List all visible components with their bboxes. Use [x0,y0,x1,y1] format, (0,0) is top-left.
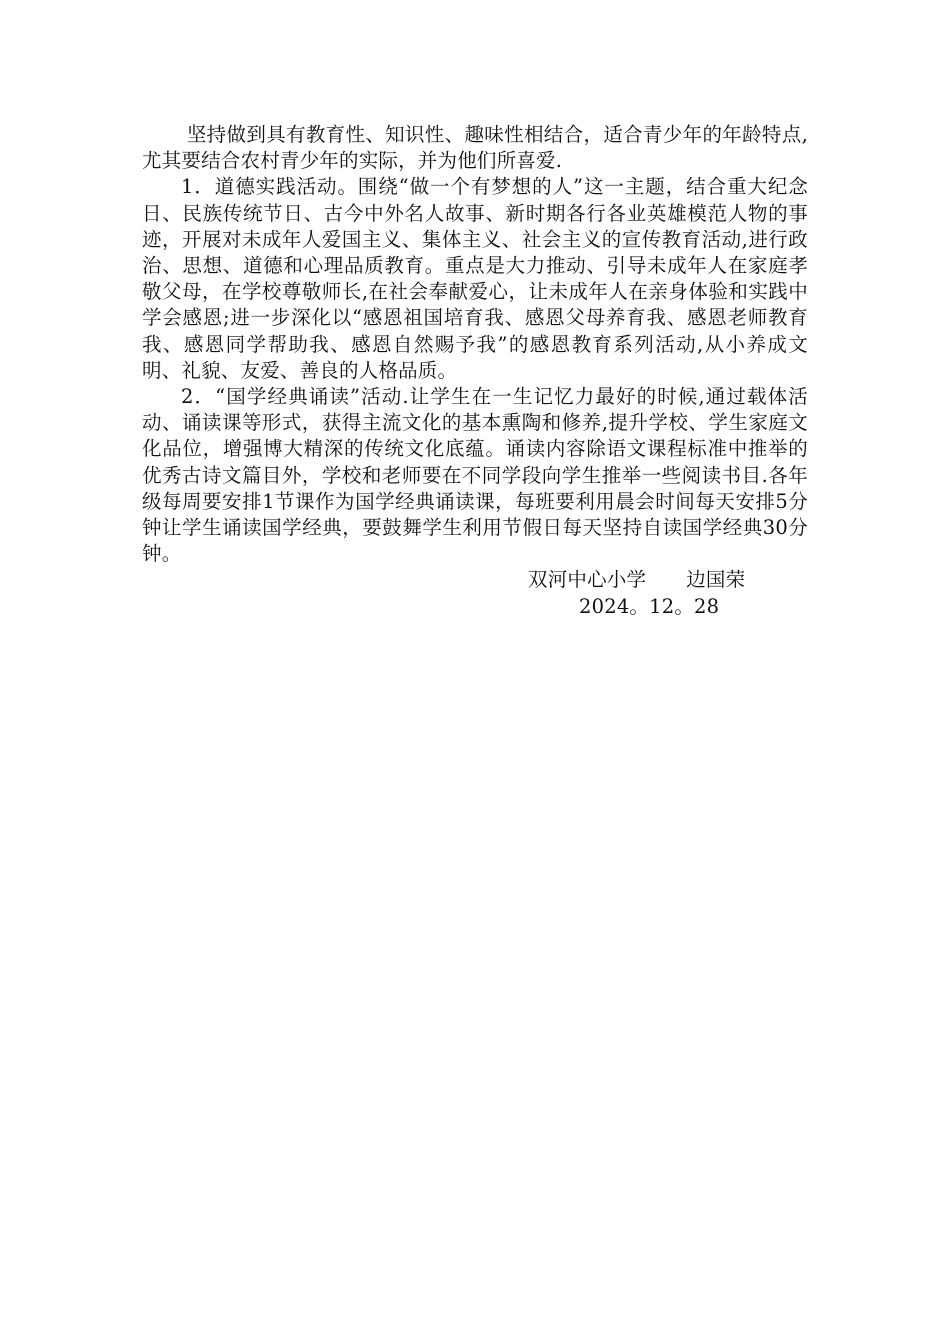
signature-line [142,567,808,593]
signature-author: 边国荣 [686,568,746,592]
paragraph-moral-practice: 1．道德实践活动。围绕“做一个有梦想的人”这一主题，结合重大纪念日、民族传统节日、古今中外名人故事、新时期各行各业英雄模范人物的事迹，开展对未成年人爱国主义、集体主义、社会主义的宣传教育活动,进行政治、思想、道德和心理品质教育。重点是大力推动、引导未成年人在家庭孝敬父母，在学校尊敬师长,在社会奉献爱心，让未成年人在亲身体验和实践中学会感恩;进一步深化以“感恩祖国培育我、感恩父母养育我、感恩老师教育我、感恩同学帮助我、感恩自然赐予我”的感恩教育系列活动,从小养成文明、礼貌、友爱、善良的人格品质。 [142,175,808,382]
paragraph-intro: 坚持做到具有教育性、知识性、趣味性相结合，适合青少年的年龄特点,尤其要结合农村青少年的实际，并为他们所喜爱. [142,123,808,173]
document-body [142,122,808,620]
paragraph-classics-reading: 2．“国学经典诵读”活动.让学生在一生记忆力最好的时候,通过载体活动、诵读课等形式，获得主流文化的基本熏陶和修养,提升学校、学生家庭文化品位，增强博大精深的传统文化底蕴。诵读内容除语文课程标准中推举的优秀古诗文篇目外，学校和老师要在不同学段向学生推举一些阅读书目.各年级每周要安排1节课作为国学经典诵读课，每班要利用晨会时间每天安排5分钟让学生诵读国学经典，要鼓舞学生利用节假日每天坚持自读国学经典30分钟。 [142,385,808,566]
signature-date: 2024。12。28 [579,594,720,618]
signature-organization: 双河中心小学 [528,568,647,592]
